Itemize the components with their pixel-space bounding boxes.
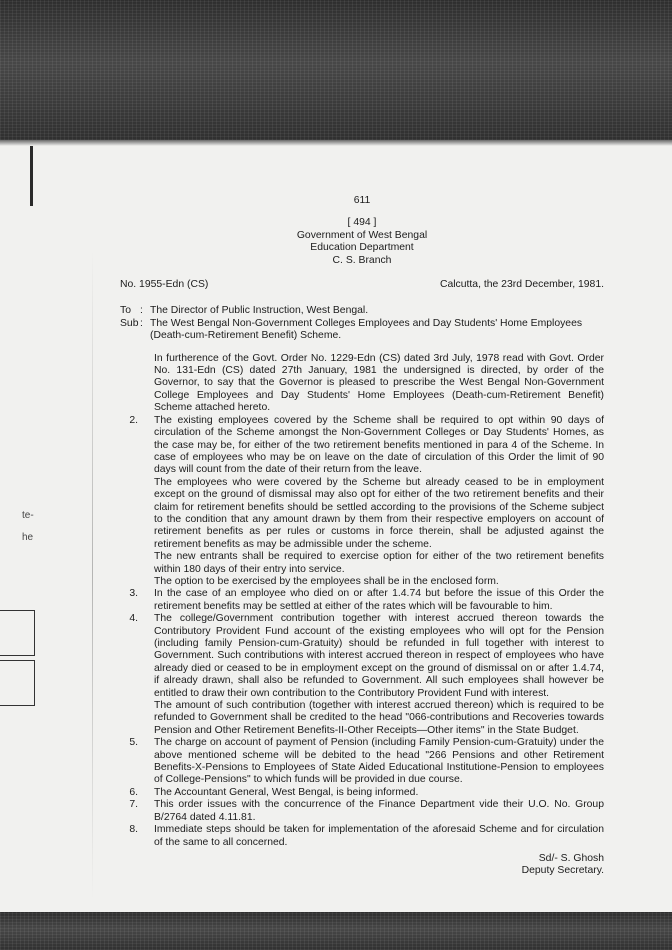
item-text: This order issues with the concurrence of the Finance Department vide their U.O. No. Group B/2764 dated 4.11.81. bbox=[154, 799, 604, 823]
department-name: Education Department bbox=[310, 242, 414, 254]
margin-bracket bbox=[0, 660, 35, 706]
numbered-item bbox=[120, 613, 604, 700]
margin-fragment: te- bbox=[22, 510, 34, 521]
paper-fold-line bbox=[92, 250, 93, 900]
signature-name: Sd/- S. Ghosh bbox=[538, 852, 604, 864]
item-number: 5. bbox=[129, 737, 138, 749]
intro-paragraph: In furtherence of the Govt. Order No. 1229-Edn (CS) dated 3rd July, 1978 read with Govt. Order No. 131-Edn (CS) dated 27th January, 1981 the undersigned is directed, by order of the Governor, to say that the Governor is pleased to prescribe the West Bengal Non-Government College Employees and Day Students' Home Employees (Death-cum-Retirement Benefit) Scheme attached hereto. bbox=[154, 352, 604, 414]
item-continuation: The new entrants shall be required to exercise option for either of the two retirement benefits within 180 days of their entry into service. bbox=[154, 551, 604, 575]
item-number: 7. bbox=[129, 799, 138, 811]
order-number: [ 494 ] bbox=[347, 217, 377, 229]
item-text: The charge on account of payment of Pension (including Family Pension-cum-Gratuity) under the above mentioned scheme will be debited to the head "266 Pensions and other Retirement Benefits-X-Pensions to Employees of State Aided Educational Institutione-Pension to employees of College-Pensions" to which funds will be provided in due course. bbox=[154, 737, 604, 786]
subject-text: The West Bengal Non-Government Colleges Employees and Day Students' Home Employees (Death-cum-Retirement Benefit) Scheme. bbox=[150, 317, 583, 342]
to-label: To bbox=[120, 305, 131, 317]
item-continuation: The amount of such contribution (together with interest accrued thereon) which is required to be refunded to Government shall be credited to the head "066-contributions and Recoveries towards Pension and Other Retirement Benefits-II-Other Receipts—Other items" in the State Budget. bbox=[154, 700, 604, 736]
reference-number: No. 1955-Edn (CS) bbox=[120, 279, 209, 291]
scanner-top-band bbox=[0, 0, 672, 140]
numbered-item bbox=[120, 824, 604, 849]
government-name: Government of West Bengal bbox=[296, 229, 428, 241]
addressee-row bbox=[120, 305, 604, 317]
item-text: The college/Government contribution together with interest accrued thereon towards the Contributory Provident Fund account of the existing employees who will opt for the Pension (including family Pension-cum-Gratuity) should be refunded in full together with interest to Government. Such contributions with interest accrued thereon in respect of employees who have already died or ceased to be in employment except on the ground of dismissal on or after 1.4.74, if already drawn, shall also be refunded to Government. All such employees shall however be entitled to draw their own contribution to the Contributory Provident Fund with interest. bbox=[154, 613, 604, 699]
document-body bbox=[120, 195, 604, 878]
colon: : bbox=[140, 305, 143, 317]
item-text: Immediate steps should be taken for implementation of the aforesaid Scheme and for circulation of the same to all concerned. bbox=[154, 824, 604, 848]
page-number: 611 bbox=[353, 195, 371, 206]
numbered-item bbox=[120, 787, 604, 799]
scanner-top-edge bbox=[0, 140, 672, 146]
item-text: The existing employees covered by the Scheme shall be required to opt within 90 days of circulation of the Scheme amongst the Non-Government Colleges or Day Students' Homes, as the case may be, for either of the two retirement benefits mentioned in para 4 of the Scheme. In case of employees who may be on leave on the date of circulation of this Order the limit of 90 days will count from the date of their return from the leave. bbox=[154, 414, 604, 476]
item-number: 4. bbox=[129, 613, 138, 625]
sub-label: Sub bbox=[120, 317, 139, 329]
branch-name: C. S. Branch bbox=[332, 254, 392, 266]
item-text: The Accountant General, West Bengal, is being informed. bbox=[154, 786, 419, 798]
signature-title: Deputy Secretary. bbox=[521, 865, 604, 877]
numbered-item bbox=[120, 737, 604, 787]
reference-row bbox=[120, 279, 604, 291]
numbered-item bbox=[120, 415, 604, 477]
item-continuation: The employees who were covered by the Scheme but already ceased to be in employment except on the ground of dismissal may also opt for either of the two retirement benefits and their claim for retirement benefits should be settled according to the provisions of the Scheme subject to the condition that any amount drawn by them from their respective employers on account of retirement benefits as per rules or customs in force therein, shall be adjusted against the retirement benefits as may be admissible under the scheme. bbox=[154, 476, 604, 550]
item-number: 8. bbox=[129, 824, 138, 836]
subject-row bbox=[120, 318, 604, 343]
item-continuation: The option to be exercised by the employees shall be in the enclosed form. bbox=[154, 575, 499, 587]
margin-fragment: he bbox=[22, 532, 34, 543]
place-date: Calcutta, the 23rd December, 1981. bbox=[439, 279, 604, 291]
numbered-item bbox=[120, 799, 604, 824]
addressee: The Director of Public Instruction, West Bengal. bbox=[150, 305, 369, 317]
numbered-item bbox=[120, 588, 604, 613]
item-number: 2. bbox=[129, 414, 138, 426]
scanner-bottom-band bbox=[0, 912, 672, 950]
left-margin-mark bbox=[30, 146, 33, 206]
item-number: 3. bbox=[129, 588, 138, 600]
colon: : bbox=[140, 317, 143, 329]
numbered-items bbox=[120, 415, 604, 849]
item-number: 6. bbox=[129, 786, 138, 798]
margin-bracket bbox=[0, 610, 35, 656]
item-text: In the case of an employee who died on or after 1.4.74 but before the issue of this Order the retirement benefits may be settled at either of the rates which will be favourable to him. bbox=[154, 588, 604, 612]
